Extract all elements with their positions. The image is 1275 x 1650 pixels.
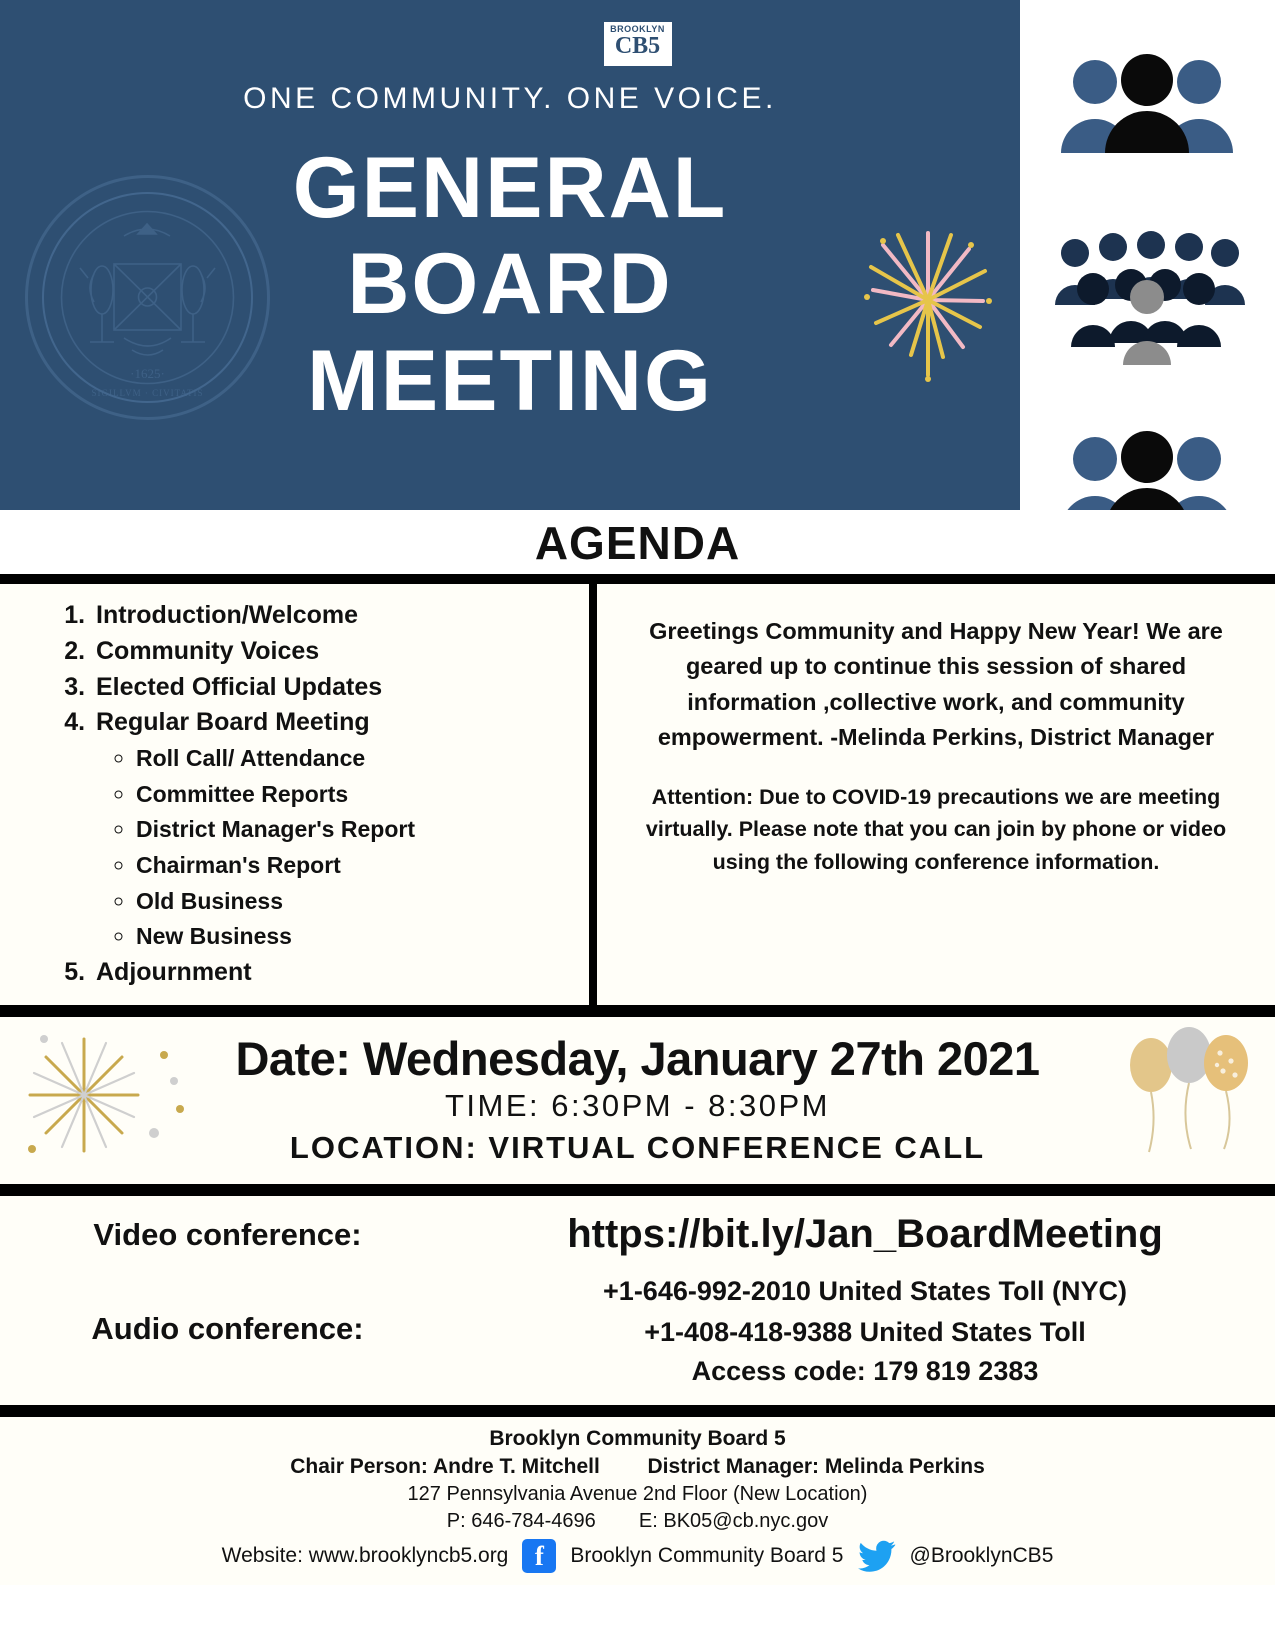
divider-after-conference	[0, 1405, 1275, 1417]
footer-social-row	[0, 1539, 1275, 1573]
agenda-column-divider	[589, 584, 597, 1005]
audio-conference-label: Audio conference:	[91, 1311, 364, 1347]
footer-district-manager: District Manager: Melinda Perkins	[647, 1455, 985, 1479]
event-location: LOCATION: VIRTUAL CONFERENCE CALL	[289, 1130, 986, 1166]
agenda-ordered-list	[0, 598, 579, 991]
agenda-sub-item: ◦ Chairman's Report	[136, 848, 579, 884]
agenda-message-panel	[597, 584, 1275, 1005]
conference-info-section	[0, 1196, 1275, 1405]
footer-address: 127 Pennsylvania Avenue 2nd Floor (New Location)	[407, 1483, 868, 1506]
divider-after-agenda	[0, 1005, 1275, 1017]
video-conference-row	[0, 1212, 1275, 1257]
audio-conference-row	[0, 1271, 1275, 1387]
agenda-sub-item: ◦ Committee Reports	[136, 777, 579, 813]
agenda-section	[0, 584, 1275, 1005]
balloons-icon	[1125, 1021, 1265, 1171]
event-details-band	[0, 1017, 1275, 1185]
agenda-sub-item: ◦ New Business	[136, 919, 579, 955]
people-group-bottom-icon	[1057, 425, 1237, 510]
header-banner	[0, 0, 1275, 510]
agenda-sub-item: ◦ Roll Call/ Attendance	[136, 741, 579, 777]
agenda-item: 2. Community Voices	[92, 634, 579, 670]
event-time: TIME: 6:30PM - 8:30PM	[445, 1088, 830, 1124]
agenda-item: 1. Introduction/Welcome	[92, 598, 579, 634]
agenda-sub-list	[96, 741, 579, 955]
video-conference-link[interactable]: https://bit.ly/Jan_BoardMeeting	[567, 1212, 1163, 1257]
agenda-item: 5. Adjournment	[92, 955, 579, 991]
svg-text:SIGILLVM · CIVITATIS: SIGILLVM · CIVITATIS	[91, 388, 204, 398]
footer-contact	[0, 1510, 1275, 1533]
footer-twitter-handle[interactable]: @BrooklynCB5	[909, 1544, 1054, 1568]
footer-phone: P: 646-784-4696	[446, 1510, 596, 1533]
agenda-item: 3. Elected Official Updates	[92, 670, 579, 706]
tagline: ONE COMMUNITY. ONE VOICE.	[243, 82, 777, 115]
agenda-sub-item: ◦ District Manager's Report	[136, 812, 579, 848]
audio-phone-primary: +1-646-992-2010 United States Toll (NYC)	[603, 1276, 1127, 1307]
agenda-item	[92, 705, 579, 955]
footer-organization: Brooklyn Community Board 5	[489, 1427, 786, 1451]
people-group-middle-icon	[1047, 225, 1247, 385]
footer	[0, 1417, 1275, 1585]
footer-email[interactable]: E: BK05@cb.nyc.gov	[638, 1510, 829, 1533]
firework-icon	[843, 205, 1013, 385]
event-date: Date: Wednesday, January 27th 2021	[235, 1031, 1040, 1085]
divider-after-date	[0, 1184, 1275, 1196]
agenda-item-label: Regular Board Meeting	[96, 708, 370, 737]
twitter-icon[interactable]	[858, 1540, 896, 1572]
footer-website[interactable]: Website: www.brooklyncb5.org	[221, 1544, 509, 1568]
sparkle-icon	[14, 1025, 204, 1165]
logo-cb5-text: CB5	[614, 33, 661, 59]
agenda-sub-item: ◦ Old Business	[136, 884, 579, 920]
attention-text: Attention: Due to COVID-19 precautions we are meeting virtually. Please note that you can join by phone or video using the following conference information.	[645, 785, 1227, 874]
audio-phone-secondary: +1-408-418-9388 United States Toll	[644, 1316, 1086, 1347]
footer-facebook-name[interactable]: Brooklyn Community Board 5	[570, 1544, 844, 1568]
divider-top	[0, 574, 1275, 584]
facebook-icon[interactable]: f	[522, 1539, 556, 1573]
logo-brooklyn-text: BROOKLYN	[610, 24, 665, 34]
agenda-heading: AGENDA	[534, 517, 741, 569]
svg-text:·1625·: ·1625·	[130, 366, 165, 381]
people-group-top-icon	[1057, 48, 1237, 153]
agenda-list-panel	[0, 584, 589, 1005]
footer-chair: Chair Person: Andre T. Mitchell	[290, 1455, 600, 1479]
cb5-logo	[604, 22, 672, 66]
title-line-3: MEETING	[307, 332, 713, 429]
access-code: Access code: 179 819 2383	[691, 1356, 1039, 1387]
title-line-1: GENERAL	[292, 140, 728, 236]
title-line-2: BOARD	[347, 236, 673, 333]
video-conference-label: Video conference:	[93, 1216, 362, 1252]
greeting-text: Greetings Community and Happy New Year! We are geared up to continue this session of shared information ,collective work, and community empowerment. -Melinda Perkins, District Manager	[649, 618, 1223, 750]
footer-officials	[0, 1455, 1275, 1479]
